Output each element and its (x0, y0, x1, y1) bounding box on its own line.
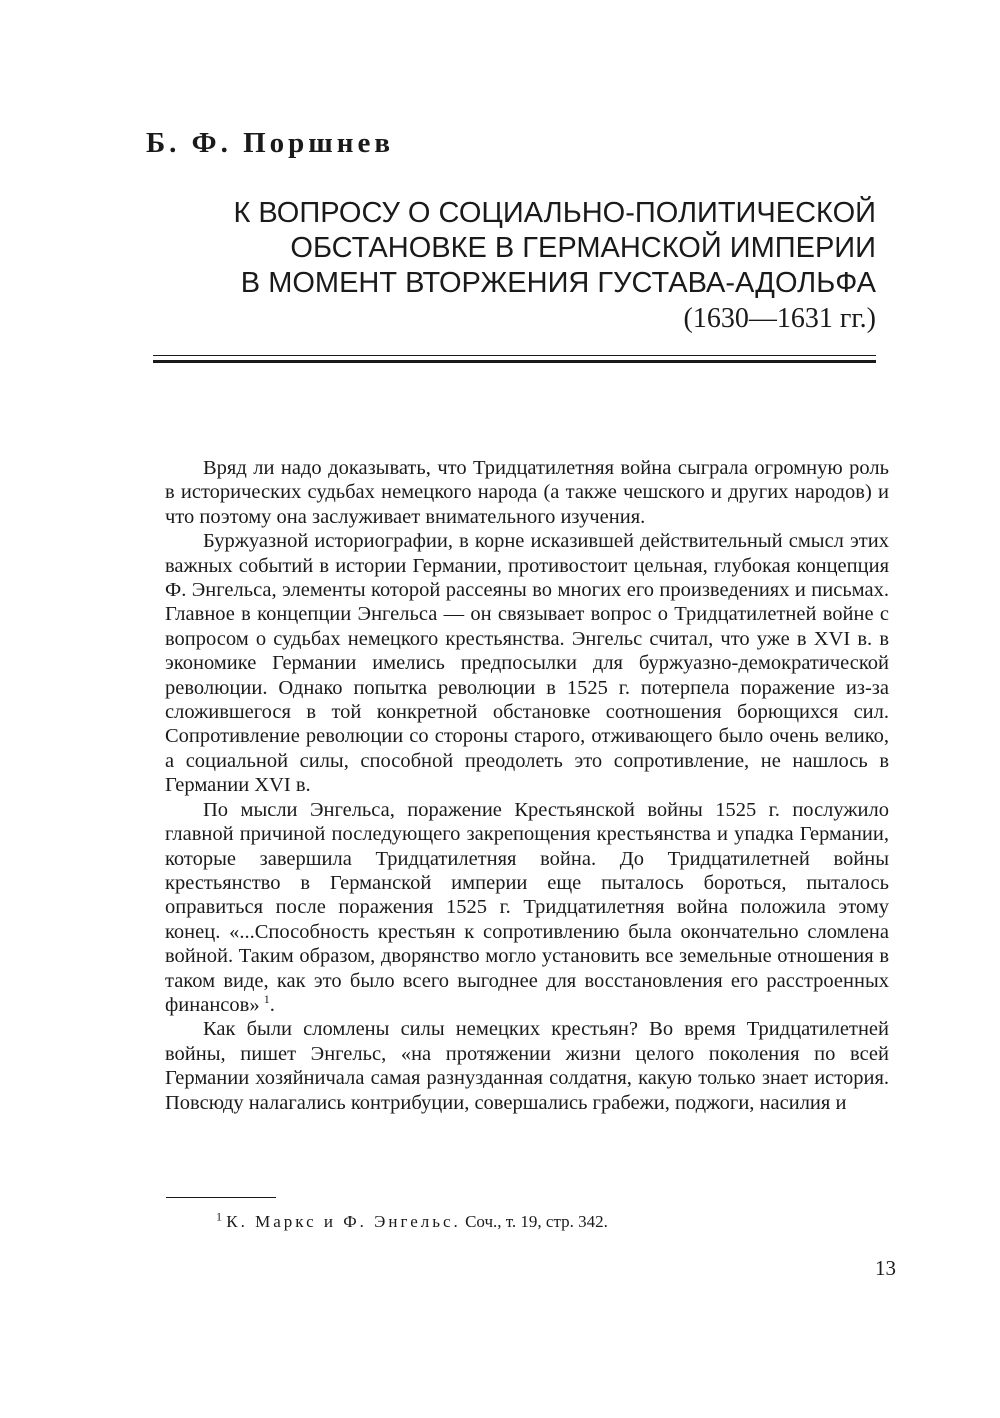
title-line: В МОМЕНТ ВТОРЖЕНИЯ ГУСТАВА-АДОЛЬФА (240, 267, 876, 299)
article-title (150, 196, 876, 336)
title-years: (1630—1631 гг.) (683, 303, 876, 334)
paragraph: Как были сломлены силы немецких крестьян? Во время Тридцатилетней войны, пишет Энгельс, «на протяжении жизни целого поколения по всей Германии хозяйничала самая разнузданная солдатня, какую только знает история. Повсюду налагались контрибуции, совершались грабежи, поджоги, насилия и (165, 1018, 889, 1114)
title-line: ОБСТАНОВКЕ В ГЕРМАНСКОЙ ИМПЕРИИ (290, 232, 876, 264)
footnote-authors: К. Маркс и Ф. Энгельс. (226, 1212, 461, 1231)
page-number: 13 (875, 1256, 896, 1280)
paragraph: Буржуазной историографии, в корне исказившей действительный смысл этих важных событий в истории Германии, противостоит цельная, глубокая концепция Ф. Энгельса, элементы которой рассеяны во многих его произведениях и письмах. Главное в концепции Энгельса — он связывает вопрос о Тридцатилетней войне с вопросом о судьбах немецкого крестьянства. Энгельс считал, что уже в XVI в. в экономике Германии имелись предпосылки для буржуазно-демократической революции. Однако попытка революции в 1525 г. потерпела поражение из-за сложившегося в той конкретной обстановке соотношения борющихся сил. Сопротивление революции со стороны старого, отживающего было очень велико, а социальной силы, способной преодолеть это сопротивление, не нашлось в Германии XVI в. (165, 530, 889, 797)
paragraph-text: По мысли Энгельса, поражение Крестьянской войны 1525 г. послужило главной причиной последующего закрепощения крестьянства и упадка Германии, которые завершила Тридцатилетняя война. До Тридцатилетней войны крестьянство в Германской империи еще пыталось бороться, пыталось оправиться после поражения 1525 г. Тридцатилетняя война положила этому конец. «...Способность крестьян к сопротивлению была окончательно сломлена войной. Таким образом, дворянство могло установить все земельные отношения в таком виде, как это было всего выгоднее для восстановления его расстроенных финансов» (165, 798, 889, 1016)
footnote (216, 1209, 608, 1232)
author-name: Б. Ф. Поршнев (146, 127, 394, 159)
title-line: К ВОПРОСУ О СОЦИАЛЬНО-ПОЛИТИЧЕСКОЙ (233, 197, 876, 229)
article-body (165, 456, 889, 1115)
title-divider-thin (153, 355, 876, 356)
footnote-marker: 1 (216, 1209, 222, 1224)
paragraph: По мысли Энгельса, поражение Крестьянской войны 1525 г. послужило главной причиной последующего закрепощения крестьянства и упадка Германии, которые завершила Тридцатилетняя война. До Тридцатилетней войны крестьянство в Германской империи еще пыталось бороться, пыталось оправиться после поражения 1525 г. Тридцатилетняя война положила этому конец. «...Способность крестьян к сопротивлению была окончательно сломлена войной. Таким образом, дворянство могло установить все земельные отношения в таком виде, как это было всего выгоднее для восстановления его расстроенных финансов» $^1$. (165, 798, 889, 1016)
footnote-reference: 1 (263, 992, 270, 1007)
title-divider-thick (153, 360, 876, 363)
paragraph: Вряд ли надо доказывать, что Тридцатилетняя война сыграла огромную роль в исторических судьбах немецкого народа (а также чешского и других народов) и что поэтому она заслуживает внимательного изучения. (165, 457, 889, 528)
footnote-source: Соч., т. 19, стр. 342. (465, 1212, 608, 1231)
footnote-divider (166, 1197, 276, 1198)
